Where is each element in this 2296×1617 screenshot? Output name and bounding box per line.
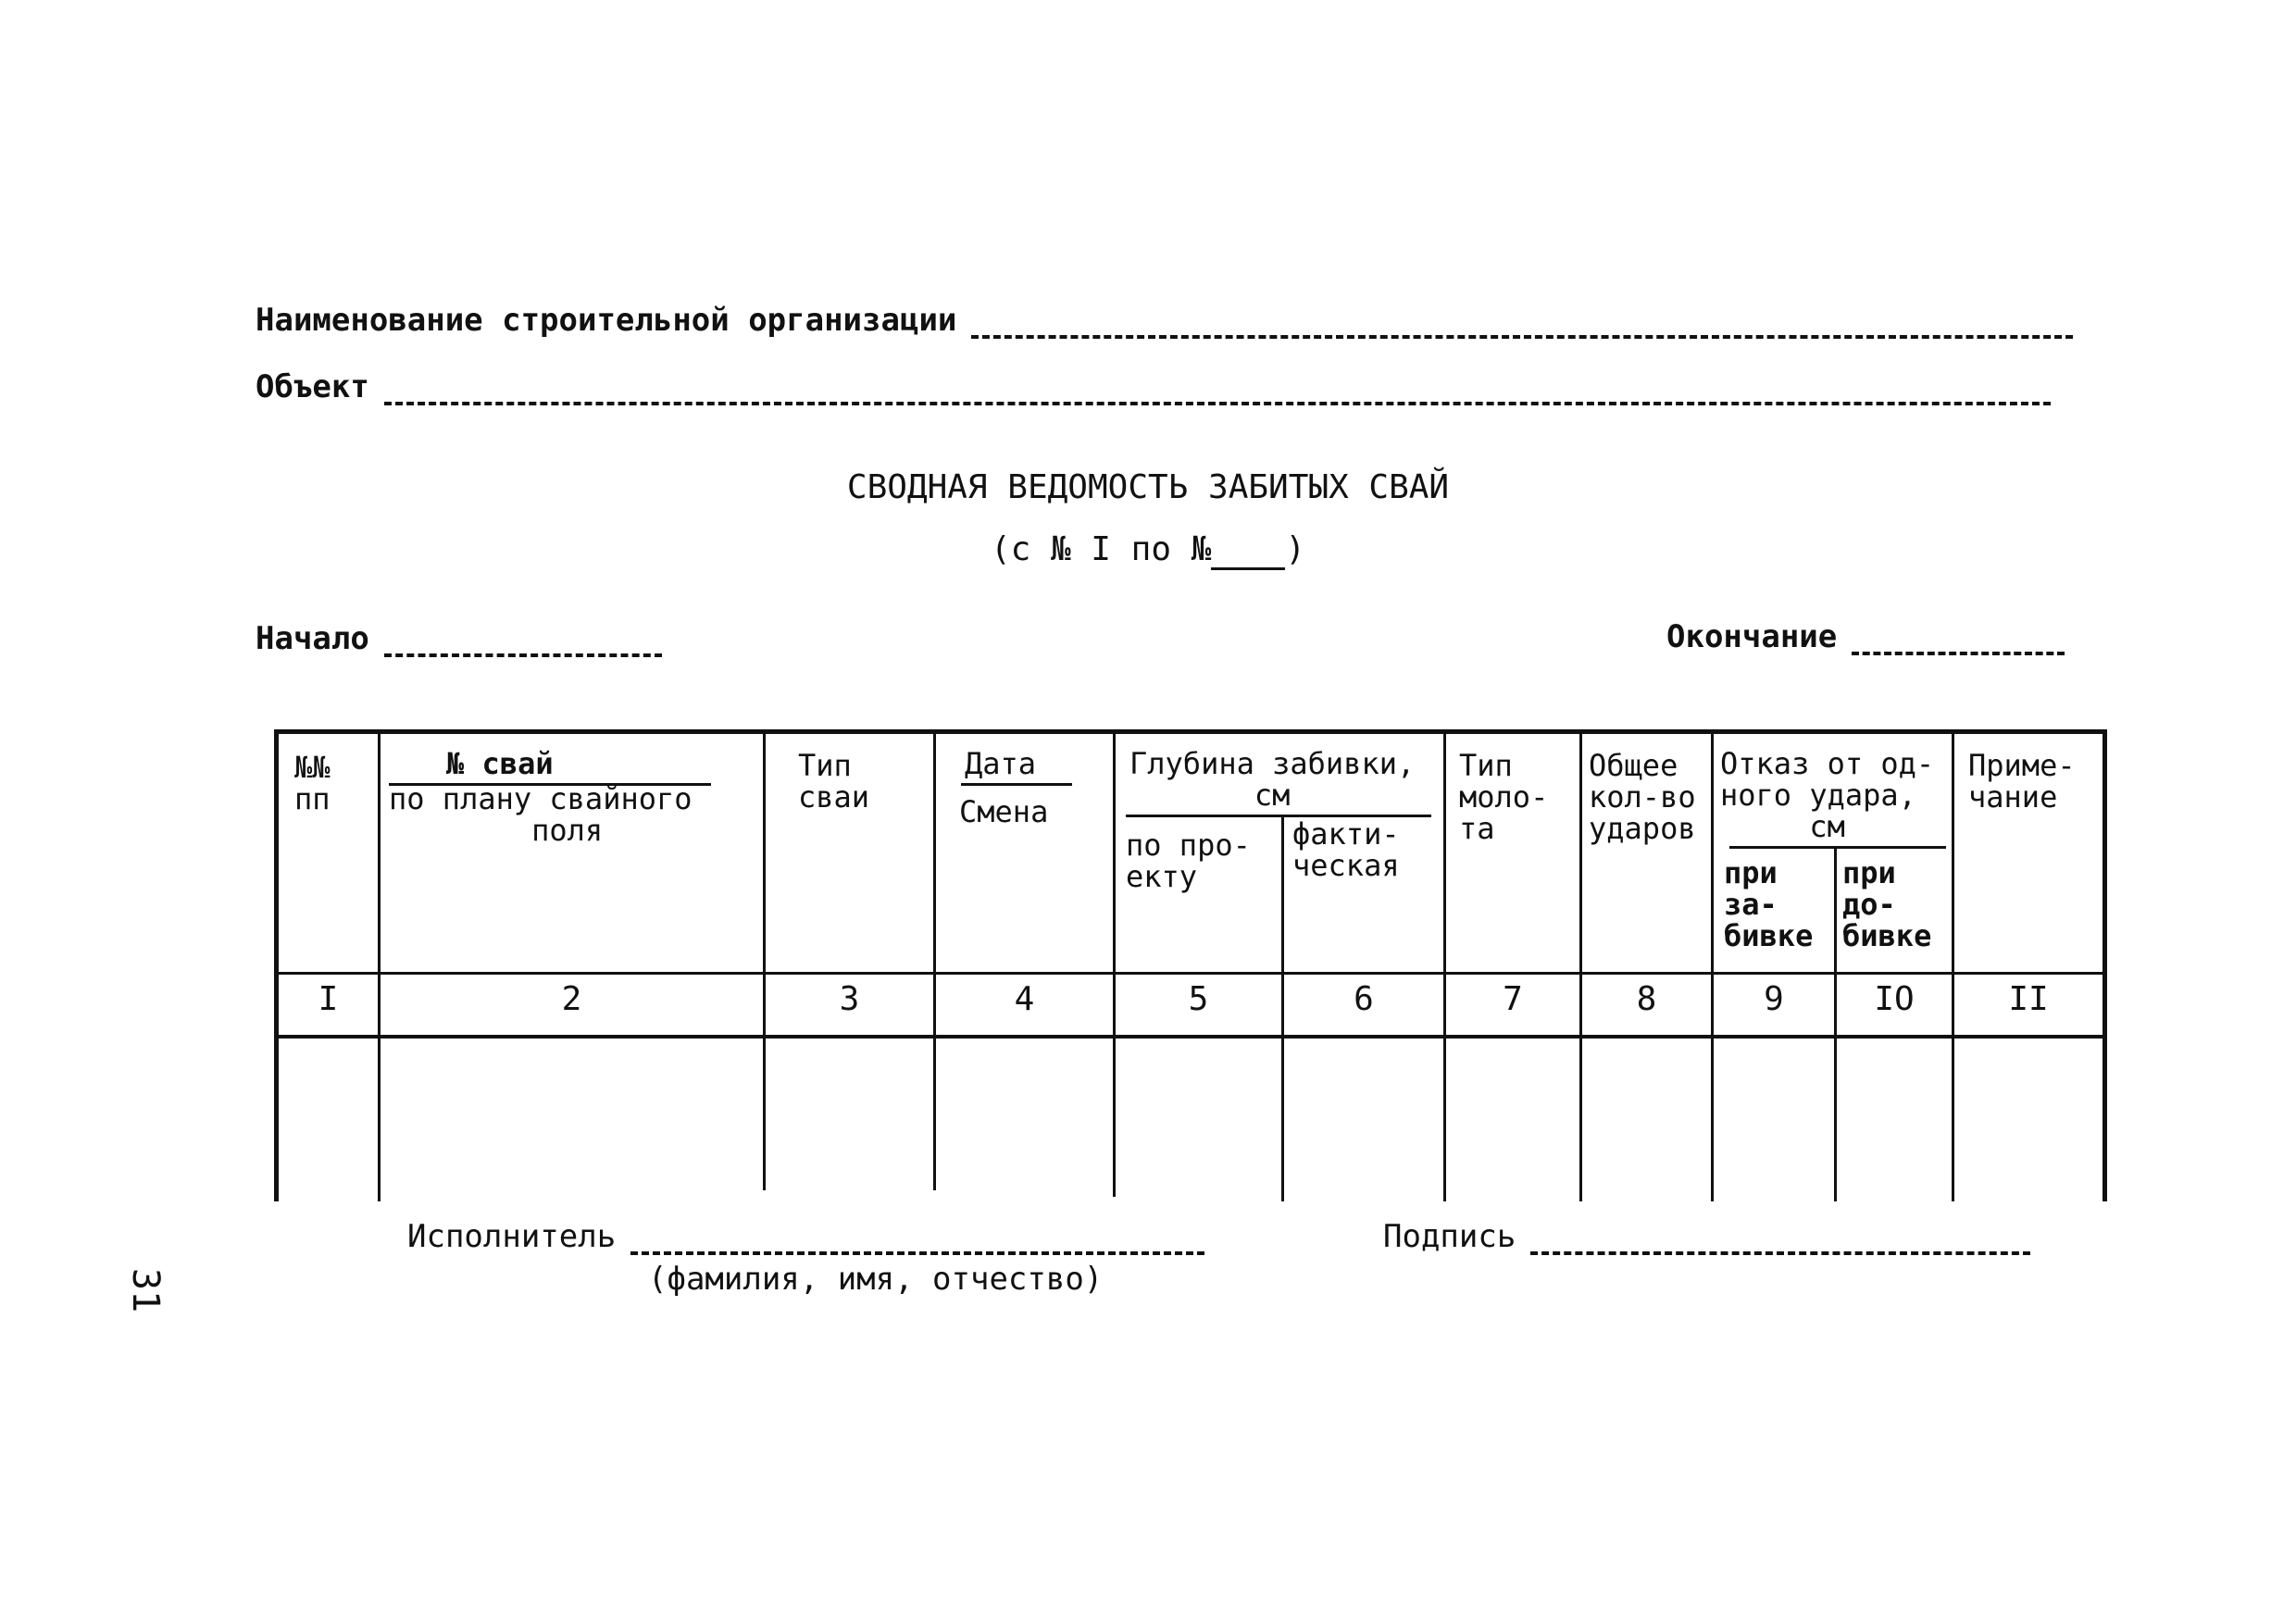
- start-blank: [384, 626, 662, 657]
- col-divider-7: [1579, 729, 1582, 1201]
- object-blank: [384, 374, 2051, 405]
- table-left-border: [274, 729, 279, 1201]
- header-bottom-line: [274, 972, 2107, 975]
- col-divider-8: [1711, 729, 1714, 1201]
- col-number-10: IO: [1874, 980, 1915, 1018]
- col-divider-9: [1834, 846, 1837, 1201]
- col-number-3: 3: [839, 980, 860, 1018]
- col-divider-2: [763, 729, 766, 1190]
- piles-table: [274, 729, 2107, 1201]
- col-number-1: I: [318, 980, 339, 1018]
- header-col3: Тип сваи: [798, 748, 870, 815]
- header-col2-bottom: по плану свайного поля: [389, 781, 693, 848]
- col-number-4: 4: [1014, 980, 1035, 1018]
- header-col7: Тип моло- та: [1459, 748, 1549, 846]
- start-label: Начало: [256, 620, 369, 657]
- header-refusal-group: Отказ от од- ного удара, см: [1720, 746, 1935, 844]
- refusal-group-line: [1729, 846, 1946, 849]
- col-divider-10: [1952, 729, 1954, 1201]
- col-number-8: 8: [1636, 980, 1657, 1018]
- col-number-9: 9: [1764, 980, 1784, 1018]
- header-col11: Приме- чание: [1968, 748, 2076, 815]
- executor-label: Исполнитель: [407, 1218, 617, 1255]
- header-col10: при до- бивке: [1842, 855, 1932, 953]
- numbers-bottom-line: [274, 1035, 2107, 1039]
- end-blank: [1852, 624, 2065, 655]
- signature-label: Подпись: [1383, 1218, 1516, 1255]
- header-col2-top: № свай: [446, 746, 554, 781]
- object-field: [256, 368, 2051, 405]
- table-top-border: [274, 729, 2107, 734]
- end-label: Окончание: [1666, 618, 1838, 655]
- org-field: [256, 302, 2073, 339]
- range-blank: [1211, 540, 1285, 570]
- object-label: Объект: [256, 368, 369, 405]
- document-title: СВОДНАЯ ВЕДОМОСТЬ ЗАБИТЫХ СВАЙ: [846, 468, 1450, 506]
- header-col4-top: Дата: [965, 746, 1037, 781]
- signature-field: [1383, 1218, 2030, 1255]
- col-divider-3: [933, 729, 936, 1190]
- header-col1: №№ пп: [294, 750, 331, 816]
- end-field: [1666, 618, 2065, 655]
- page-number: 31: [124, 1268, 167, 1313]
- signature-blank: [1530, 1224, 2030, 1255]
- col-number-7: 7: [1503, 980, 1523, 1018]
- col-divider-6: [1443, 729, 1446, 1201]
- table-right-border: [2103, 729, 2107, 1201]
- date-underline: [961, 783, 1072, 786]
- col-divider-4: [1113, 729, 1116, 1197]
- col-number-5: 5: [1188, 980, 1209, 1018]
- col-divider-1: [378, 729, 381, 1201]
- executor-blank: [630, 1224, 1204, 1255]
- header-col4-bottom: Смена: [959, 794, 1049, 829]
- header-col8: Общее кол-во ударов: [1589, 748, 1696, 846]
- range-prefix: (с № I по №: [990, 530, 1212, 568]
- col-number-6: 6: [1354, 980, 1374, 1018]
- header-col6: факти- ческая: [1292, 816, 1400, 883]
- col-number-2: 2: [561, 980, 582, 1018]
- executor-hint: (фамилия, имя, отчество): [648, 1261, 1104, 1298]
- org-label: Наименование строительной организации: [256, 302, 957, 339]
- executor-field: [407, 1218, 1204, 1255]
- col-number-11: II: [2008, 980, 2049, 1018]
- start-field: [256, 620, 662, 657]
- range-suffix: ): [1285, 530, 1306, 568]
- org-blank: [971, 307, 2073, 339]
- header-col5: по про- екту: [1126, 827, 1251, 894]
- header-col9: при за- бивке: [1724, 855, 1814, 953]
- header-depth-group: Глубина забивки, см: [1129, 746, 1416, 813]
- document-subtitle: [0, 529, 2296, 570]
